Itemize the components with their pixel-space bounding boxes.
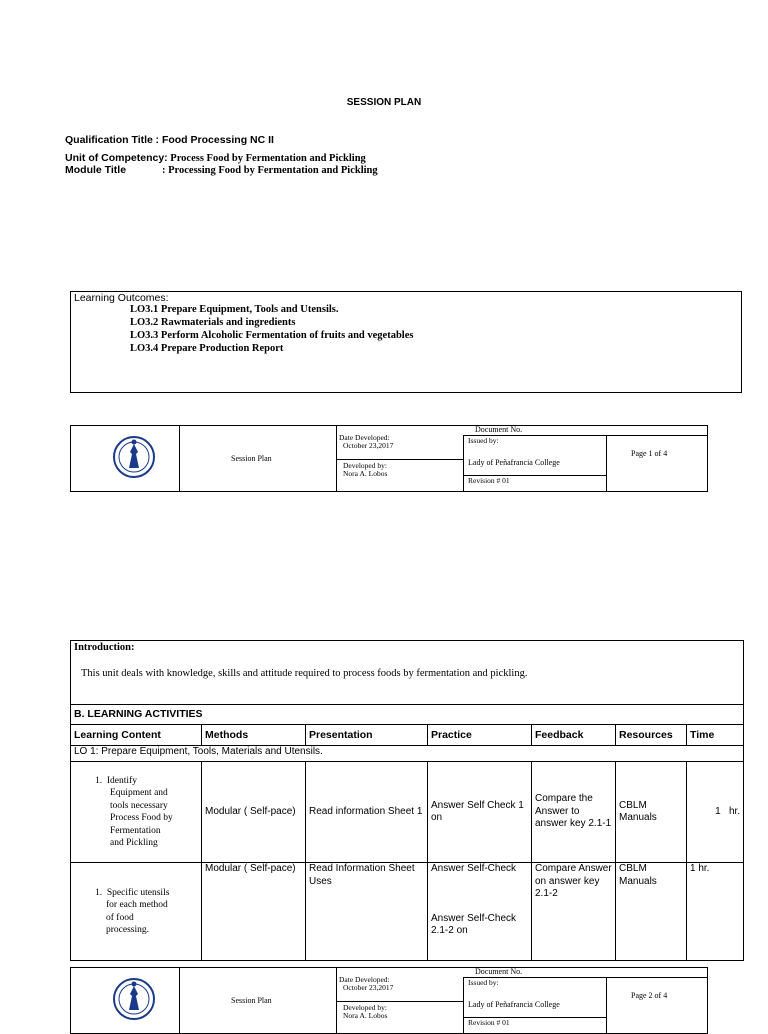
footer-date-value: October 23,2017 [343,441,394,450]
content-line: 1. Identify [95,775,137,786]
college-seal-icon [111,970,157,1028]
unit-value: Process Food by Fermentation and Pickling [167,153,366,164]
column-header: Presentation [306,725,428,746]
learning-outcomes-box [70,291,742,393]
footer-doc-no-label: Document No. [475,425,523,434]
footer-doc-no-label: Document No. [475,967,523,976]
footer-doc-name: Session Plan [231,996,272,1005]
qualification-value: : Food Processing NC II [155,134,274,146]
practice-text: Answer Self-Check [431,863,517,874]
feedback-cell: Compare Answer on answer key 2.1-2 [532,863,616,961]
learning-outcome-item: LO3.2 Rawmaterials and ingredients [130,317,296,328]
column-header: Time [687,725,744,746]
column-header: Practice [428,725,532,746]
learning-outcome-item: LO3.4 Prepare Production Report [130,343,284,354]
footer-developer-label: Developed by: [343,1003,387,1012]
footer-developer-value: Nora A. Lobos [343,1011,388,1020]
learning-outcome-item: LO3.3 Perform Alcoholic Fermentation of fruits and vegetables [130,330,414,341]
resources-cell: CBLM Manuals [616,762,687,863]
qualification-line [65,134,274,146]
document-title: SESSION PLAN [346,97,422,108]
footer-issuer: Lady of Peñafrancia College [468,458,560,467]
practice-cell: Answer Self Check 1 on [428,762,532,863]
content-line: tools necessary [110,800,168,811]
time-cell: 1 hr. [687,762,744,863]
content-line: Equipment and [110,788,168,798]
practice-cell [428,863,532,961]
column-header: Methods [202,725,306,746]
section-title-row [71,705,744,725]
learning-activities-table [70,640,744,961]
footer-page-number: Page 1 of 4 [631,449,668,458]
introduction-row [71,641,744,705]
footer-page-number: Page 2 of 4 [631,991,668,1000]
learning-outcome-item: LO3.1 Prepare Equipment, Tools and Utensils. [130,304,339,315]
lo-row-text: LO 1: Prepare Equipment, Tools, Materials and Utensils. [71,746,744,762]
learning-content-cell [71,863,202,961]
footer-issuer: Lady of Peñafrancia College [468,1000,560,1009]
content-line: 1. Specific utensils [95,887,170,898]
column-header: Learning Content [71,725,202,746]
resources-cell: CBLM Manuals [616,863,687,961]
learning-content-cell [71,762,202,863]
presentation-cell: Read information Sheet 1 [306,762,428,863]
content-line: processing. [106,925,150,935]
footer-issued-label: Issued by: [468,436,499,445]
learning-outcomes-title: Learning Outcomes: [74,292,169,304]
unit-line [65,152,366,164]
time-cell: 1 hr. [687,863,744,961]
footer-date-value: October 23,2017 [343,983,394,992]
column-header: Feedback [532,725,616,746]
module-value: : Processing Food by Fermentation and Pickling [162,165,378,176]
footer-developer-value: Nora A. Lobos [343,469,388,478]
lo-row [71,746,744,762]
feedback-cell: Compare the Answer to answer key 2.1-1 [532,762,616,863]
module-label: Module Title [65,164,127,176]
table-header-row [71,725,744,746]
methods-cell: Modular ( Self-pace) [202,863,306,961]
unit-label: Unit of Competency: [65,152,168,164]
introduction-text: This unit deals with knowledge, skills and attitude required to process foods by fermentation and pickling. [81,667,528,679]
section-title: B. LEARNING ACTIVITIES [71,705,744,725]
introduction-title: Introduction: [74,642,135,653]
content-line: of food [106,912,134,923]
table-row [71,762,744,863]
footer-date-label: Date Developed: [339,433,390,442]
footer-developer-label: Developed by: [343,461,387,470]
footer-date-label: Date Developed: [339,975,390,984]
methods-cell: Modular ( Self-pace) [202,762,306,863]
footer-revision: Revision # 01 [468,476,510,485]
document-footer [70,425,708,492]
table-row [71,863,744,961]
college-seal-icon [111,428,157,486]
content-line: and Pickling [110,838,158,848]
content-line: Process Food by [110,813,173,823]
content-line: Fermentation [110,825,161,836]
qualification-label: Qualification Title [65,134,153,146]
footer-issued-label: Issued by: [468,978,499,987]
module-line [65,164,378,176]
column-header: Resources [616,725,687,746]
footer-doc-name: Session Plan [231,454,272,463]
footer-revision: Revision # 01 [468,1018,510,1027]
presentation-cell: Read Information Sheet Uses [306,863,428,961]
content-line: for each method [106,900,168,910]
practice-text: Answer Self-Check 2.1-2 on [431,912,517,936]
